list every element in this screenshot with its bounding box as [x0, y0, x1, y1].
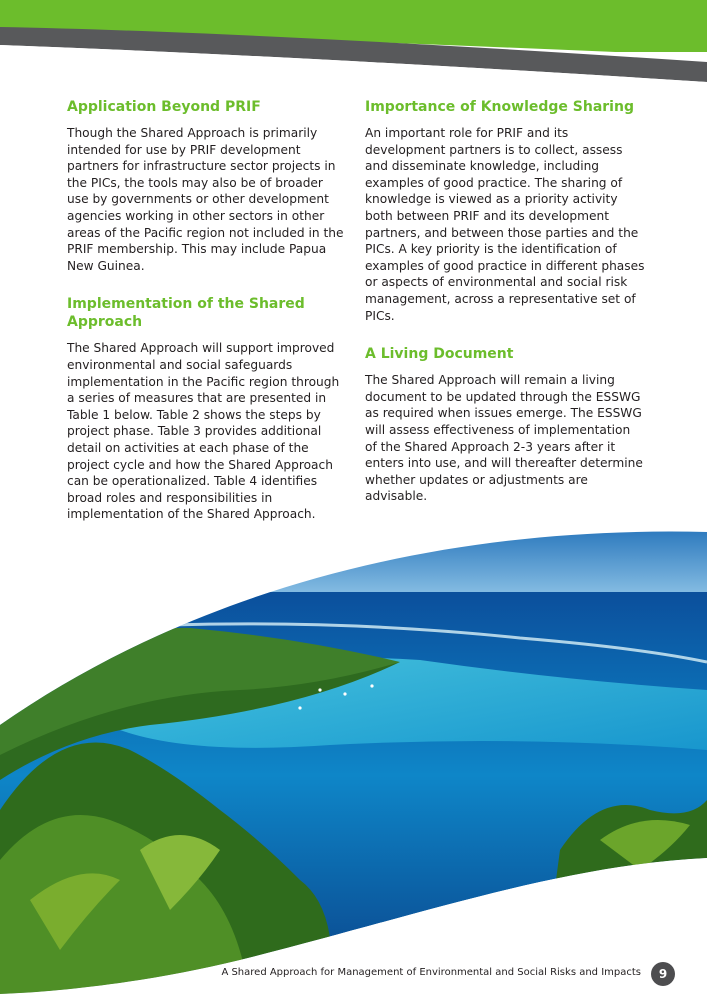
heading-living-document: A Living Document: [365, 346, 514, 363]
coastal-landscape-photo: [0, 520, 707, 1000]
paragraph-living-document: The Shared Approach will remain a living document to be updated through the ESSWG as required when issues emerge. The ESSWG will assess effectiveness of implementation of the Shared Approach 2-3 years after it enters into use, and will thereafter determine whether updates or adjustments are advisable.: [365, 373, 643, 504]
heading-knowledge-sharing: Importance of Knowledge Sharing: [365, 99, 634, 115]
paragraph-application-beyond-prif: Though the Shared Approach is primarily intended for use by PRIF development partners for infrastructure sector projects in the PICs, the tools may also be of broader use by governments or other development agencies working in other sectors in other areas of the Pacific region not included in the PRIF membership. This may include Papua New Guinea.: [67, 126, 344, 273]
header-band: [0, 0, 707, 90]
page-number-badge: 9: [651, 962, 675, 986]
right-column: [365, 98, 645, 526]
paragraph-implementation: The Shared Approach will support improved environmental and social safeguards implementation in the Pacific region through a series of measures that are presented in Table 1 below. Table 2 shows the steps by project phase. Table 3 provides additional detail on activities at each phase of the project cycle and how the Shared Approach can be operationalized. Table 4 identifies broad roles and responsibilities in implementation of the Shared Approach.: [67, 341, 340, 522]
footer-document-title: A Shared Approach for Management of Environmental and Social Risks and Impacts: [221, 967, 641, 978]
paragraph-knowledge-sharing: An important role for PRIF and its development partners is to collect, assess and disseminate knowledge, including examples of good practice. The sharing of knowledge is viewed as a priority activity both between PRIF and its development partners, and between those parties and the PICs. A key priority is the identification of examples of good practice in different phases or aspects of environmental and social risk management, across a representative set of PICs.: [365, 126, 645, 323]
heading-application-beyond-prif: Application Beyond PRIF: [67, 99, 261, 115]
heading-implementation: Implementation of the Shared Approach: [67, 296, 305, 331]
left-column: [67, 98, 345, 544]
